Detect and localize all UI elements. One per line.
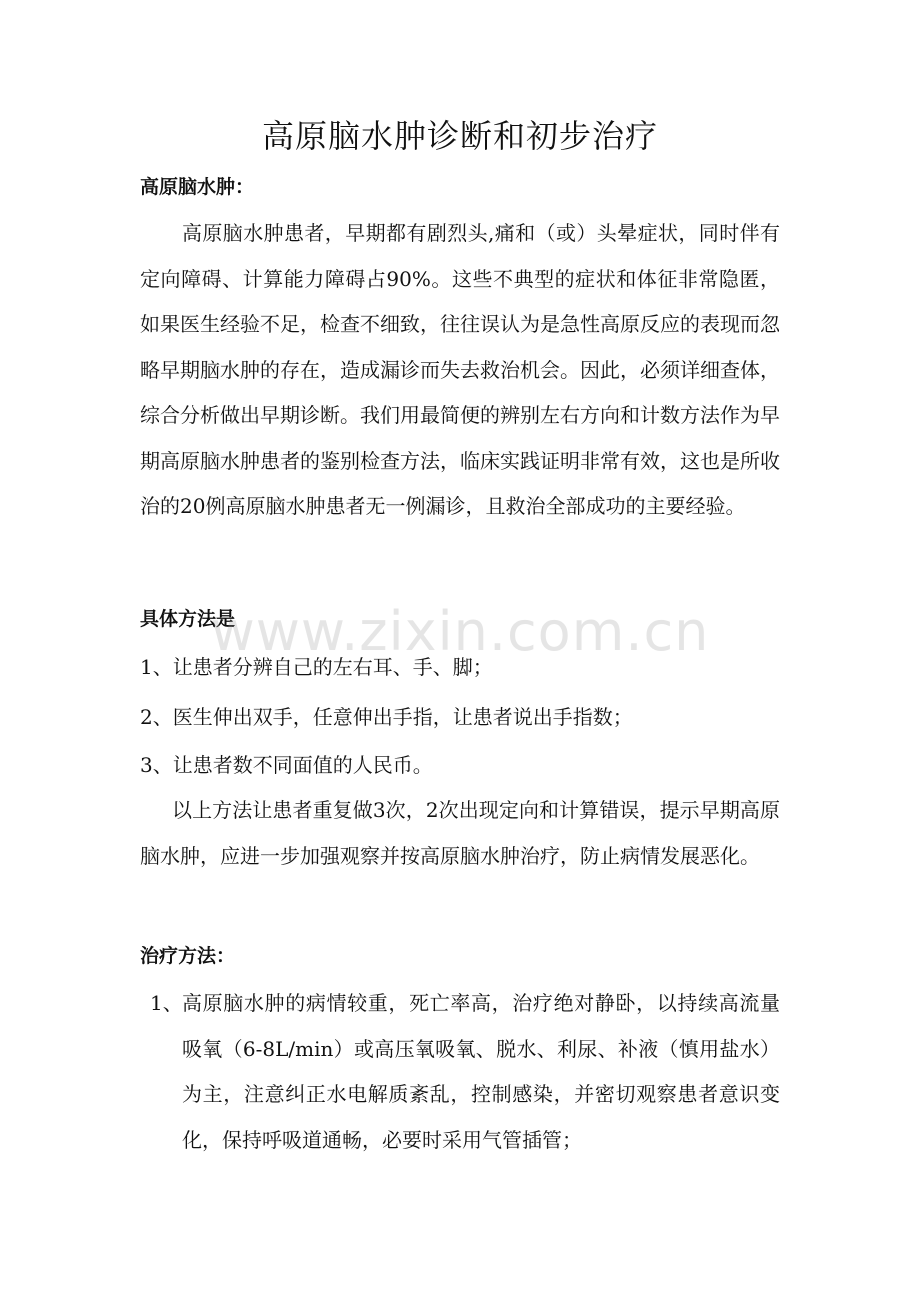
watermark-text: www.zixin.com.cn <box>210 600 710 663</box>
intro-paragraph: 高原脑水肿患者，早期都有剧烈头,痛和（或）头晕症状，同时伴有定向障碍、计算能力障碍占90%。这些不典型的症状和体征非常隐匿，如果医生经验不足，检查不细致，往往误认为是急性高原反应的表现而忽略早期脑水肿的存在，造成漏诊而失去救治机会。因此，必须详细查体，综合分析做出早期诊断。我们用最简便的辨别左右方向和计数方法作为早期高原脑水肿患者的鉴别检查方法，临床实践证明非常有效，这也是所收治的20例高原脑水肿患者无一例漏诊，且救治全部成功的主要经验。 <box>140 221 780 518</box>
document-title: 高原脑水肿诊断和初步治疗 <box>261 117 658 155</box>
section-heading-methods: 具体方法是 <box>140 608 236 630</box>
summary-paragraph: 以上方法让患者重复做3次，2次出现定向和计算错误，提示早期高原脑水肿，应进一步加强观察并按高原脑水肿治疗，防止病情发展恶化。 <box>140 798 780 868</box>
section-heading-edema: 高原脑水肿： <box>140 176 255 198</box>
method-item-1: 1、让患者分辨自己的左右耳、手、脚； <box>140 655 493 679</box>
method-item-3: 3、让患者数不同面值的人民币。 <box>140 753 433 777</box>
treatment-item-1 <box>140 981 780 1163</box>
treatment-item-number: 1、 <box>150 991 183 1015</box>
treatment-item-text: 高原脑水肿的病情较重，死亡率高，治疗绝对静卧，以持续高流量吸氧（6-8L/min）或高压氧吸氧、脱水、利尿、补液（慎用盐水）为主，注意纠正水电解质紊乱，控制感染，并密切观察患者意识变化，保持呼吸道通畅，必要时采用气管插管； <box>182 991 780 1152</box>
method-item-2: 2、医生伸出双手，任意伸出手指，让患者说出手指数； <box>140 705 633 729</box>
section-heading-treatment: 治疗方法： <box>140 945 236 967</box>
